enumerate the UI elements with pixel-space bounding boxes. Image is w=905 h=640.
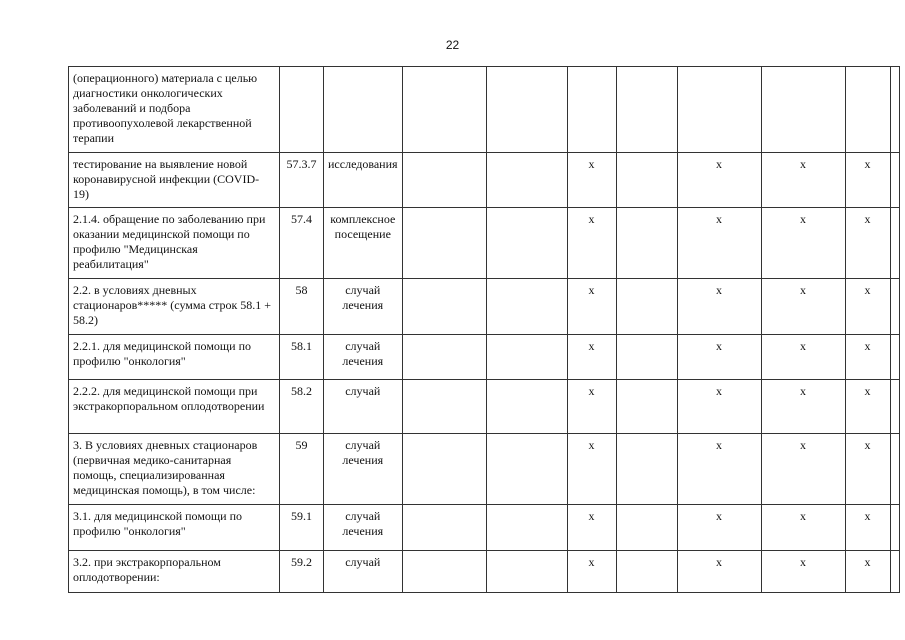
value-cell: x <box>761 153 845 208</box>
row-unit: комплексное посещение <box>324 208 403 279</box>
table-row <box>69 335 900 380</box>
value-cell <box>567 67 616 153</box>
value-cell <box>616 551 677 593</box>
value-cell: x <box>845 380 890 434</box>
value-cell <box>616 208 677 279</box>
row-description: (операционного) материала с целью диагностики онкологических заболеваний и подбора противоопухолевой лекарственной терапии <box>69 67 280 153</box>
row-unit: случай <box>324 551 403 593</box>
row-unit: случай лечения <box>324 505 403 551</box>
row-number: 59.1 <box>280 505 324 551</box>
value-cell <box>890 208 899 279</box>
value-cell: x <box>845 208 890 279</box>
value-cell <box>616 380 677 434</box>
value-cell: x <box>567 505 616 551</box>
value-cell <box>486 279 567 335</box>
row-description: 2.2.2. для медицинской помощи при экстракорпоральном оплодотворении <box>69 380 280 434</box>
value-cell: x <box>567 208 616 279</box>
value-cell: x <box>845 335 890 380</box>
value-cell: x <box>567 153 616 208</box>
value-cell: x <box>761 335 845 380</box>
value-cell <box>402 551 486 593</box>
value-cell <box>402 208 486 279</box>
value-cell: x <box>761 505 845 551</box>
value-cell: x <box>845 434 890 505</box>
value-cell <box>402 153 486 208</box>
row-unit <box>324 67 403 153</box>
table-row <box>69 208 900 279</box>
table-body <box>69 67 900 593</box>
value-cell: x <box>761 279 845 335</box>
value-cell <box>402 505 486 551</box>
row-number: 59 <box>280 434 324 505</box>
value-cell: x <box>845 551 890 593</box>
value-cell <box>890 505 899 551</box>
value-cell: x <box>677 335 761 380</box>
row-unit: случай <box>324 380 403 434</box>
value-cell <box>402 279 486 335</box>
value-cell <box>616 279 677 335</box>
value-cell <box>616 67 677 153</box>
value-cell <box>402 434 486 505</box>
value-cell: x <box>567 335 616 380</box>
value-cell <box>890 153 899 208</box>
value-cell <box>486 335 567 380</box>
value-cell: x <box>845 505 890 551</box>
value-cell <box>761 67 845 153</box>
value-cell <box>890 279 899 335</box>
value-cell <box>486 67 567 153</box>
row-number: 59.2 <box>280 551 324 593</box>
row-number <box>280 67 324 153</box>
value-cell: x <box>677 208 761 279</box>
value-cell <box>486 505 567 551</box>
row-description: 3.2. при экстракорпоральном оплодотворении: <box>69 551 280 593</box>
value-cell: x <box>761 434 845 505</box>
row-description: тестирование на выявление новой коронавирусной инфекции (COVID-19) <box>69 153 280 208</box>
value-cell: x <box>761 380 845 434</box>
value-cell <box>402 380 486 434</box>
table-row <box>69 279 900 335</box>
value-cell <box>890 380 899 434</box>
value-cell <box>616 434 677 505</box>
row-description: 2.2.1. для медицинской помощи по профилю "онкология" <box>69 335 280 380</box>
data-table <box>68 66 900 593</box>
table-row <box>69 505 900 551</box>
row-number: 58 <box>280 279 324 335</box>
value-cell <box>402 335 486 380</box>
value-cell: x <box>677 551 761 593</box>
table-row <box>69 551 900 593</box>
value-cell: x <box>845 153 890 208</box>
value-cell: x <box>761 551 845 593</box>
row-description: 2.2. в условиях дневных стационаров***** (сумма строк 58.1 + 58.2) <box>69 279 280 335</box>
value-cell <box>890 551 899 593</box>
value-cell: x <box>677 279 761 335</box>
value-cell <box>616 153 677 208</box>
value-cell: x <box>677 380 761 434</box>
table-row <box>69 153 900 208</box>
value-cell <box>616 505 677 551</box>
row-unit: случай лечения <box>324 434 403 505</box>
value-cell: x <box>761 208 845 279</box>
value-cell <box>616 335 677 380</box>
value-cell: x <box>677 434 761 505</box>
row-unit: случай лечения <box>324 279 403 335</box>
row-description: 2.1.4. обращение по заболеванию при оказании медицинской помощи по профилю "Медицинская реабилитация" <box>69 208 280 279</box>
value-cell: x <box>567 434 616 505</box>
value-cell <box>845 67 890 153</box>
table-row <box>69 434 900 505</box>
value-cell <box>890 434 899 505</box>
row-unit: случай лечения <box>324 335 403 380</box>
row-number: 57.4 <box>280 208 324 279</box>
value-cell <box>486 208 567 279</box>
value-cell: x <box>845 279 890 335</box>
value-cell: x <box>677 505 761 551</box>
value-cell <box>890 67 899 153</box>
page-number: 22 <box>445 38 460 52</box>
table-row <box>69 67 900 153</box>
row-number: 58.1 <box>280 335 324 380</box>
row-unit: исследования <box>324 153 403 208</box>
row-number: 57.3.7 <box>280 153 324 208</box>
value-cell <box>486 153 567 208</box>
table-row <box>69 380 900 434</box>
value-cell <box>486 380 567 434</box>
value-cell <box>486 434 567 505</box>
value-cell: x <box>567 380 616 434</box>
value-cell <box>402 67 486 153</box>
value-cell: x <box>567 279 616 335</box>
value-cell <box>890 335 899 380</box>
value-cell <box>486 551 567 593</box>
row-description: 3. В условиях дневных стационаров (первичная медико-санитарная помощь, специализированная медицинская помощь), в том числе: <box>69 434 280 505</box>
row-number: 58.2 <box>280 380 324 434</box>
value-cell: x <box>677 153 761 208</box>
value-cell: x <box>567 551 616 593</box>
value-cell <box>677 67 761 153</box>
row-description: 3.1. для медицинской помощи по профилю "онкология" <box>69 505 280 551</box>
